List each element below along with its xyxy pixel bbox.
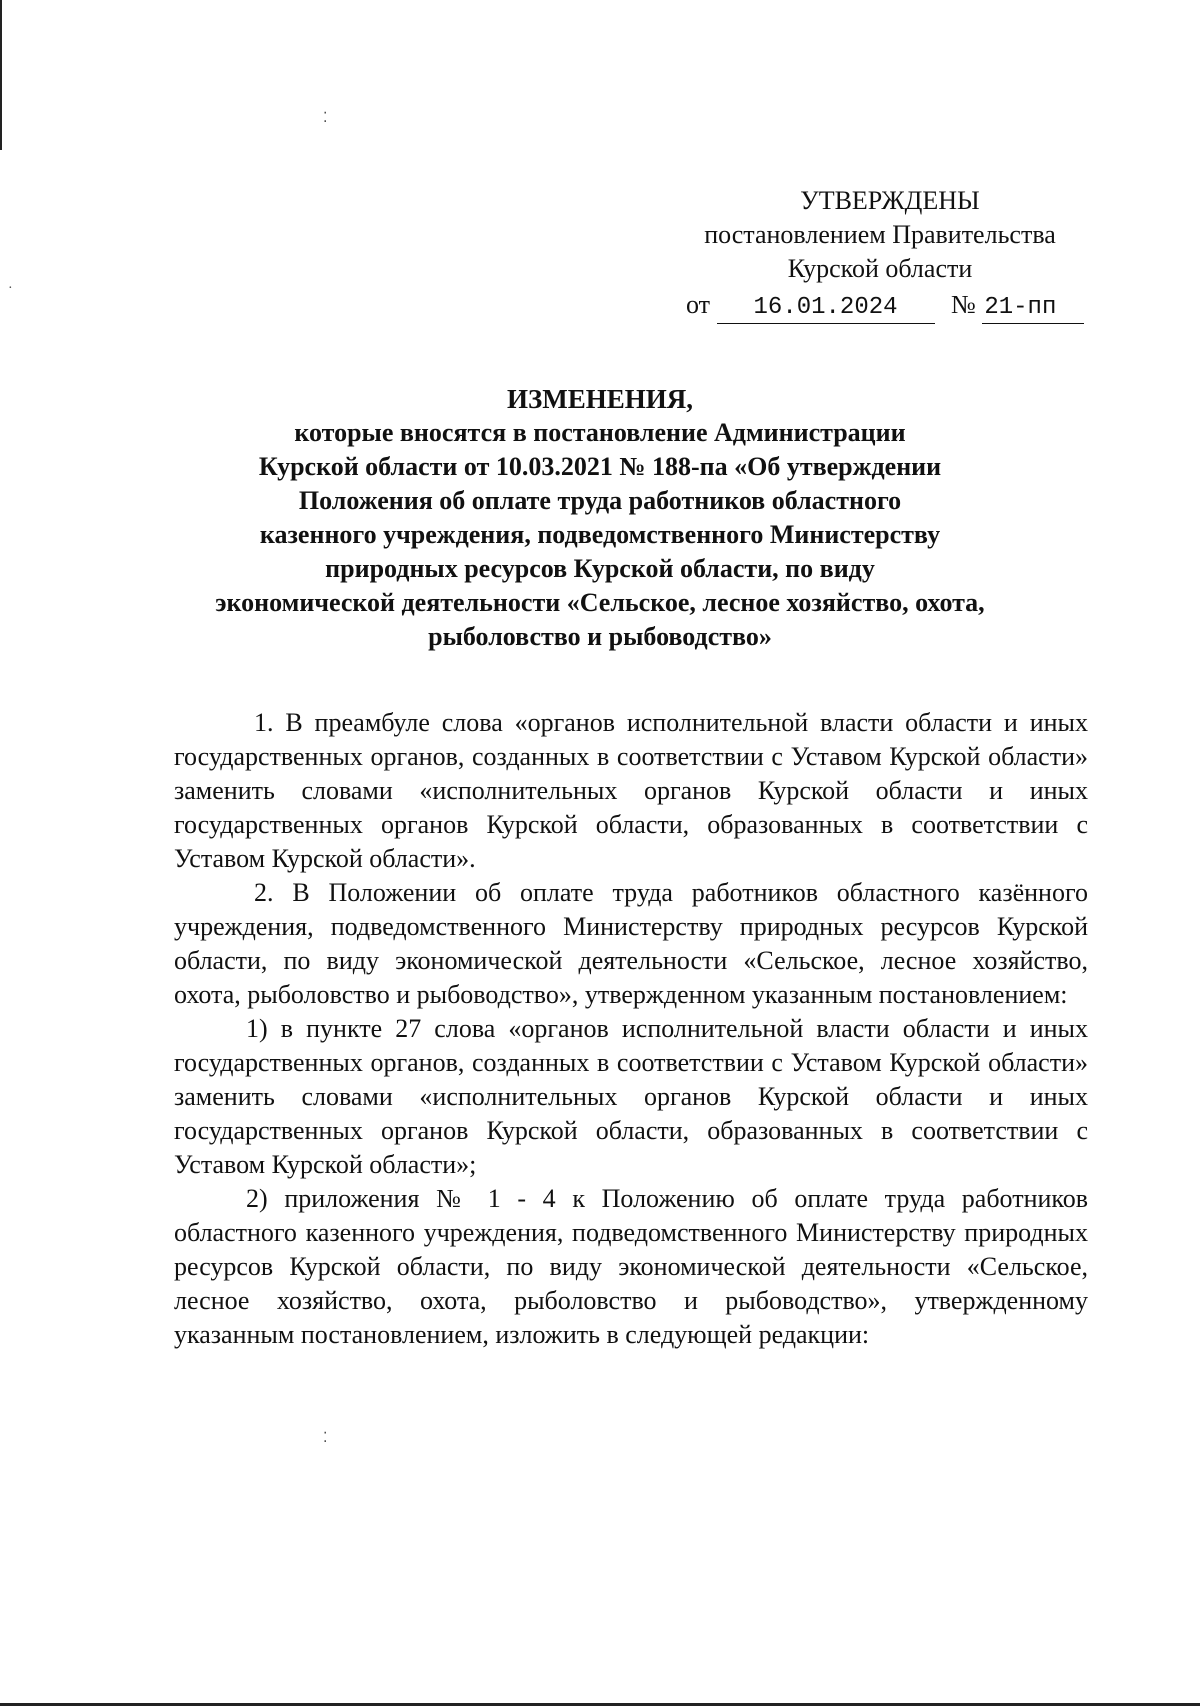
approval-block bbox=[660, 184, 1100, 286]
title-line: Курской области от 10.03.2021 № 188-па «Об утверждении bbox=[258, 452, 942, 481]
title-line: экономической деятельности «Сельское, лесное хозяйство, охота, bbox=[215, 588, 985, 617]
date-prefix: от bbox=[686, 290, 711, 319]
title-line: рыболовство и рыбоводство» bbox=[428, 622, 772, 651]
scan-edge-left bbox=[0, 0, 2, 150]
scan-speck: ⁚ bbox=[323, 111, 328, 126]
paragraph-item-1: 1) в пункте 27 слова «органов исполнительной власти области и иных государственных органов, созданных в соответствии с Уставом Курской области» заменить словами «исполнительных органов Курской области и иных государственных органов Курской области, образованных в соответствии с Уставом Курской области»; bbox=[174, 1014, 1088, 1179]
paragraph-1: 1. В преамбуле слова «органов исполнительной власти области и иных государственных органов, созданных в соответствии с Уставом Курской области» заменить словами «исполнительных органов Курской области и иных государственных органов Курской области, образованных в соответствии с Уставом Курской области». bbox=[174, 708, 1088, 873]
approval-dateline bbox=[686, 288, 1106, 324]
title-line: природных ресурсов Курской области, по виду bbox=[325, 554, 875, 583]
scan-speck: · bbox=[8, 281, 13, 296]
approval-line-2: Курской области bbox=[787, 254, 973, 283]
title-line: казенного учреждения, подведомственного Министерству bbox=[259, 520, 941, 549]
number-value: 21-пп bbox=[982, 293, 1084, 324]
document-title bbox=[150, 382, 1050, 654]
approval-line-1: постановлением Правительства bbox=[704, 220, 1056, 249]
document-body bbox=[174, 706, 1088, 1352]
title-main: ИЗМЕНЕНИЯ, bbox=[506, 384, 693, 414]
scan-speck: ⁚ bbox=[323, 1431, 328, 1446]
number-prefix: № bbox=[951, 290, 976, 319]
paragraph-item-2: 2) приложения № 1 - 4 к Положению об оплате труда работников областного казенного учреждения, подведомственного Министерству природных ресурсов Курской области, по виду экономической деятельности «Сельское, лесное хозяйство, охота, рыболовство и рыбоводство», утвержденному указанным постановлением, изложить в следующей редакции: bbox=[174, 1184, 1088, 1349]
approval-heading: УТВЕРЖДЕНЫ bbox=[800, 186, 980, 215]
paragraph-2: 2. В Положении об оплате труда работников областного казённого учреждения, подведомственного Министерству природных ресурсов Курской области, по виду экономической деятельности «Сельское, лесное хозяйство, охота, рыболовство и рыбоводство», утвержденном указанным постановлением: bbox=[174, 878, 1088, 1009]
title-line: которые вносятся в постановление Администрации bbox=[294, 418, 906, 447]
title-line: Положения об оплате труда работников областного bbox=[298, 486, 902, 515]
date-value: 16.01.2024 bbox=[717, 293, 935, 324]
